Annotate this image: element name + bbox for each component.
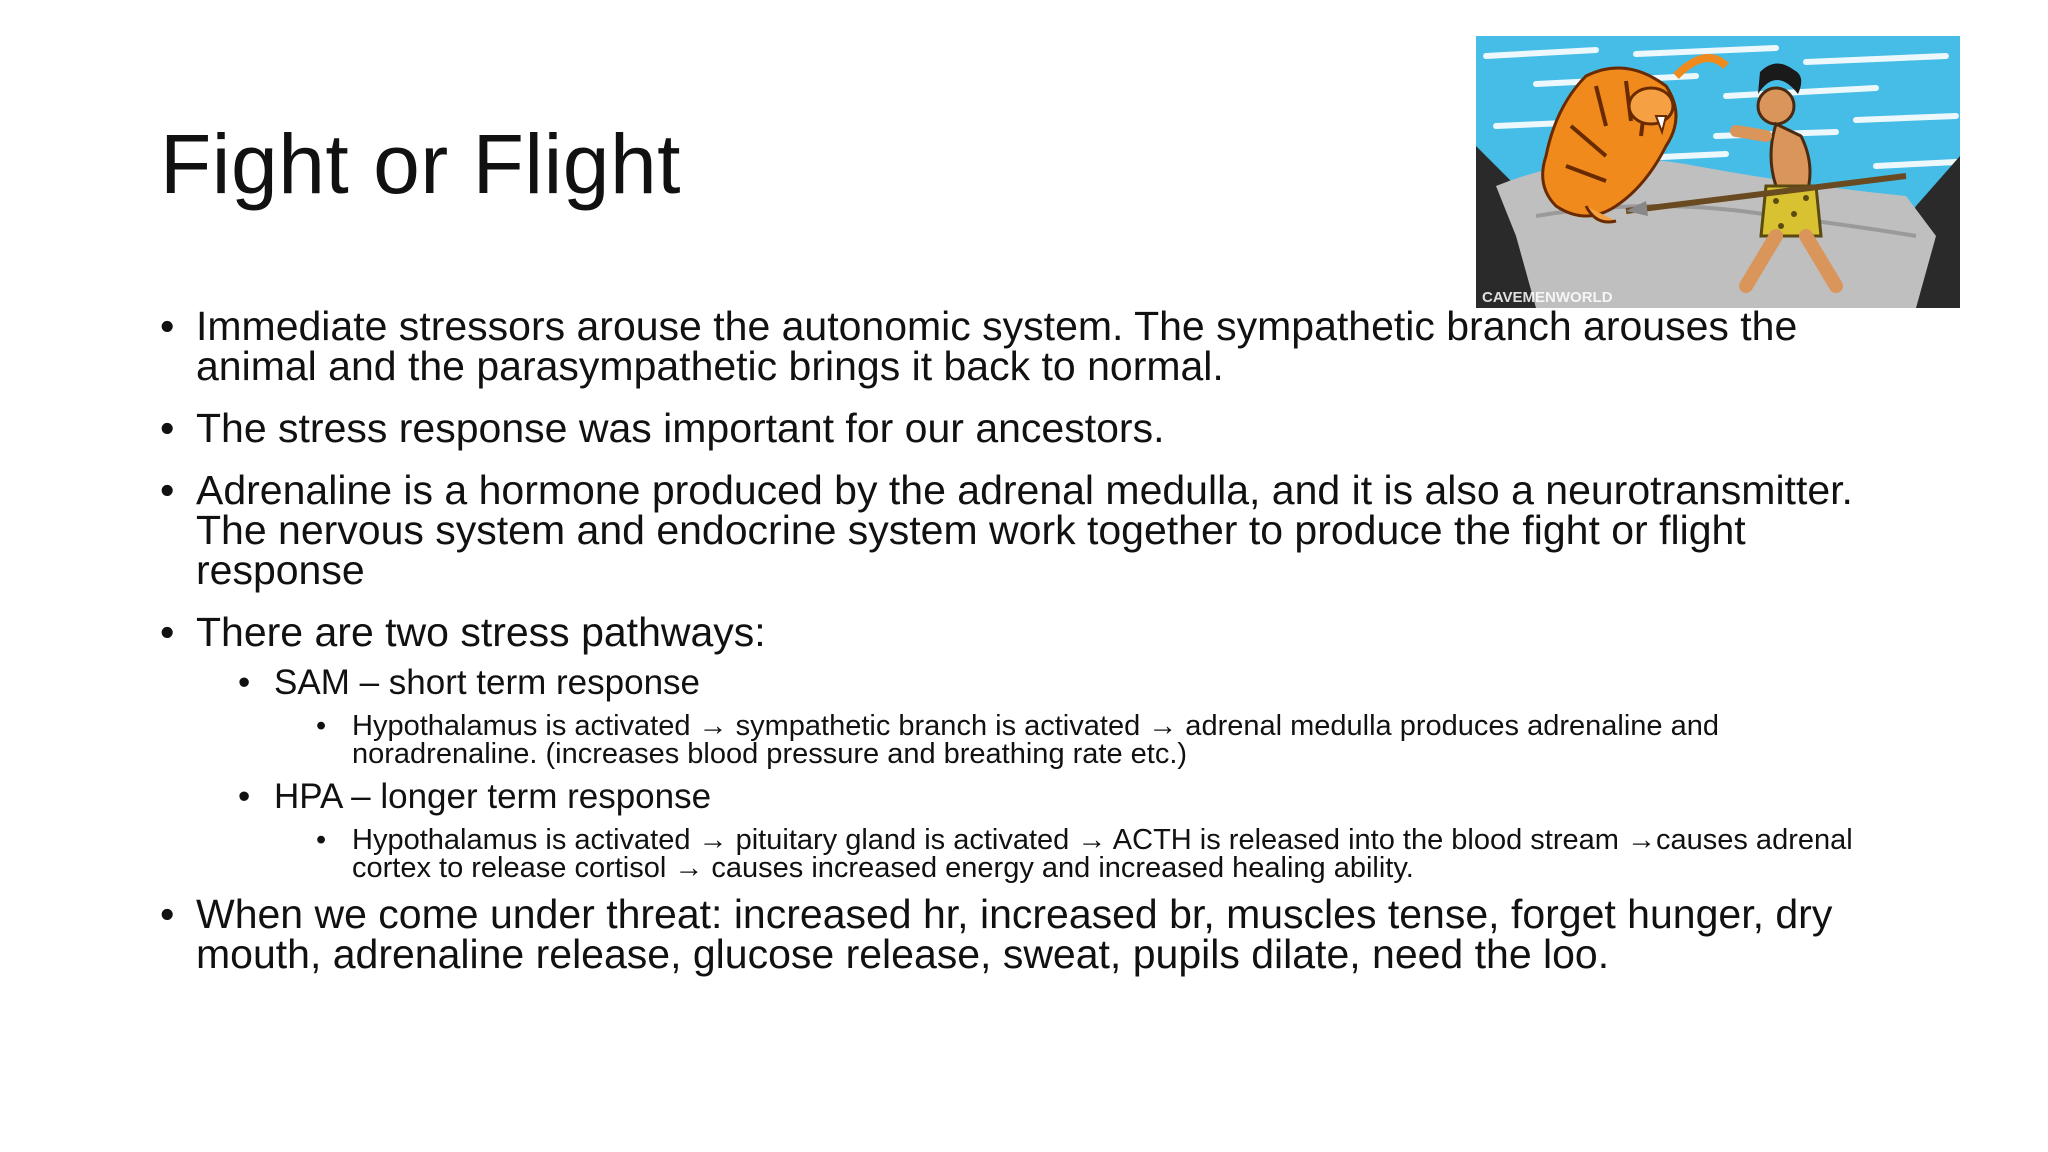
bullet-adrenaline (160, 467, 1920, 593)
pathway-label: SAM – short term response (274, 663, 700, 702)
bullet-text: Immediate stressors arouse the autonomic system. The sympathetic branch arouses the animal and the parasympathetic brings it back to normal. (196, 303, 1798, 389)
bullet-dot: • (160, 609, 175, 655)
pathway-hpa (238, 778, 1920, 816)
pathway-label: HPA – longer term response (274, 777, 712, 816)
bullet-dot: • (316, 710, 327, 742)
bullet-pathways (160, 609, 1920, 655)
bullet-text: When we come under threat: increased hr, increased br, muscles tense, forget hunger, dry mouth, adrenaline release, glucose release, sweat, pupils dilate, need the loo. (196, 891, 1833, 977)
bullet-dot: • (160, 303, 175, 349)
caveman-tiger-illustration (1476, 36, 1960, 308)
svg-text:CAVEMENWORLD: CAVEMENWORLD (1482, 289, 1613, 306)
slide-body (160, 303, 1920, 996)
bullet-dot: • (238, 663, 251, 702)
bullet-ancestors (160, 405, 1920, 451)
bullet-text: There are two stress pathways: (196, 609, 766, 655)
bullet-dot: • (160, 891, 175, 937)
slide-title: Fight or Flight (160, 117, 682, 211)
bullet-dot: • (316, 824, 327, 856)
pathway-sam (238, 664, 1920, 702)
bullet-dot: • (160, 467, 175, 513)
pathway-detail: Hypothalamus is activated → sympathetic branch is activated → adrenal medulla produces adrenaline and noradrenaline. (increases blood pressure and breathing rate etc.) (352, 710, 1719, 770)
bullet-dot: • (160, 405, 175, 451)
bullet-text: The stress response was important for our ancestors. (196, 405, 1165, 451)
bullet-stressors (160, 303, 1920, 389)
bullet-threat-response (160, 891, 1920, 977)
bullet-dot: • (238, 777, 251, 816)
pathway-detail: Hypothalamus is activated → pituitary gland is activated → ACTH is released into the blood stream →causes adrenal cortex to release cortisol → causes increased energy and increased healing ability. (352, 824, 1853, 884)
bullet-text: Adrenaline is a hormone produced by the adrenal medulla, and it is also a neurotransmitter. The nervous system and endocrine system work together to produce the fight or flight response (196, 467, 1853, 593)
pathway-sam-detail (316, 712, 1892, 768)
pathway-hpa-detail (316, 826, 1892, 882)
